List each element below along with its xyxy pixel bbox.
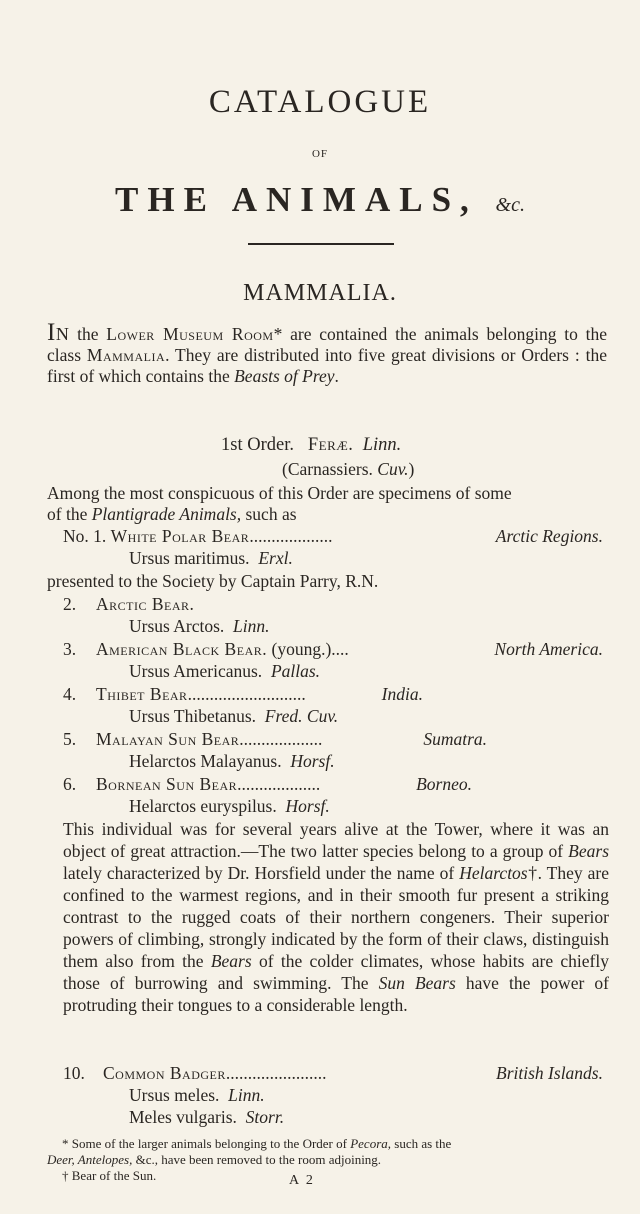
latin-name: Helarctos euryspilus. — [129, 796, 277, 816]
entry-latin-name — [129, 706, 338, 727]
order-authority: Linn. — [362, 435, 402, 455]
sun-bears-term: Sun Bears — [378, 973, 456, 993]
entry-number: 10. — [63, 1063, 85, 1083]
intro-text: . — [334, 366, 339, 386]
pecora-term: Pecora, — [350, 1136, 392, 1151]
entry-dots: ................... — [249, 526, 333, 546]
description-text: This individual was for several years alive at the Tower, where it was an object of great attraction.—The two latter species belong to a group of — [63, 819, 609, 861]
drop-cap: In — [47, 319, 70, 346]
order-french-name — [282, 459, 414, 480]
entry-number: 2. — [63, 594, 77, 614]
catalogue-entry — [63, 1063, 603, 1084]
catalogue-entry — [63, 684, 603, 705]
page-heading-catalogue: CATALOGUE — [208, 84, 432, 120]
entry-latin-name — [129, 796, 330, 817]
french-authority: Cuv. — [377, 459, 409, 479]
order-heading — [221, 435, 401, 456]
catalogue-entry — [63, 526, 603, 547]
entry-number: 3. — [63, 639, 77, 659]
footnote-text: * Some of the larger animals belonging to the Order of — [62, 1136, 351, 1151]
entry-name: White Polar Bear — [110, 526, 250, 546]
entry-locality: India. — [381, 684, 423, 704]
entry-name: Malayan Sun Bear — [96, 729, 240, 749]
latin-name: Helarctos Malayanus. — [129, 751, 282, 771]
description-text: of the colder climates, whose habits are chiefly those of burrowing and swimming. The — [63, 951, 609, 993]
description-text: . They are confined to the warmest regions, and in their smooth fur present a striking contrast to the rugged coats of their northern congeners. Their superior powers of climbing, strongly indicated by the form of their claws, distinguish them also from the — [63, 863, 609, 971]
footnote-star-continued — [47, 1152, 381, 1168]
catalogue-entry — [63, 594, 603, 615]
entry-latin-name — [129, 616, 270, 637]
entry-name: Bornean Sun Bear — [96, 774, 238, 794]
intro-paragraph — [47, 319, 608, 387]
entry-locality: Sumatra. — [423, 729, 487, 749]
page-heading-animals — [0, 180, 640, 220]
footnote-star — [62, 1136, 451, 1152]
entry-dots: ....................... — [225, 1063, 327, 1083]
signature-mark: A 2 — [289, 1173, 315, 1188]
entry-locality: North America. — [494, 639, 603, 659]
entry-dots: .... — [331, 639, 349, 659]
latin-authority: Erxl. — [258, 548, 293, 568]
description-paragraph — [63, 818, 609, 1016]
entry-name: Arctic Bear. — [96, 594, 195, 614]
bears-term: Bears — [568, 841, 609, 861]
entry-latin-name — [129, 1085, 265, 1106]
entry-latin-name — [129, 1107, 284, 1128]
etc-mark: &c. — [495, 194, 525, 216]
order-label: 1st Order. — [221, 435, 294, 455]
entry-dots: ................... — [237, 774, 321, 794]
bears-term: Bears — [210, 951, 252, 971]
footnote-text: &c., have been removed to the room adjoining. — [132, 1152, 382, 1167]
order-intro-text: such as — [241, 504, 297, 524]
entry-latin-name — [129, 751, 335, 772]
french-name: (Carnassiers. — [282, 459, 373, 479]
latin-authority: Horsf. — [285, 796, 330, 816]
french-close: ) — [408, 459, 415, 479]
latin-name: Ursus maritimus. — [129, 548, 250, 568]
order-intro-text: of the — [47, 504, 92, 524]
entry-name: Common Badger — [103, 1063, 226, 1083]
latin-authority: Pallas. — [270, 661, 321, 681]
entry-dots: ................... — [239, 729, 323, 749]
entry-locality: Borneo. — [416, 774, 472, 794]
beasts-of-prey: Beasts of Prey — [234, 366, 335, 386]
order-name: Feræ. — [307, 435, 354, 455]
entry-name: Thibet Bear — [96, 684, 188, 704]
footnote-star-ref: * — [273, 324, 283, 344]
museum-room-name: Lower Museum Room — [106, 324, 274, 344]
entry-locality: British Islands. — [496, 1063, 603, 1083]
description-text: lately characterized by Dr. Horsfield under the name of — [63, 863, 460, 883]
latin-name: Ursus Arctos. — [129, 616, 225, 636]
intro-text: are contained the animals belonging to the class — [47, 324, 608, 365]
order-intro-line: Among the most conspicuous of this Order are specimens of some — [47, 483, 512, 503]
entry-name: American Black Bear. — [96, 639, 268, 659]
catalogue-entry — [63, 774, 603, 795]
catalogue-entry — [63, 729, 603, 750]
latin-name: Ursus Thibetanus. — [129, 706, 257, 726]
intro-text: the — [69, 324, 107, 344]
entry-dots: ........................... — [187, 684, 306, 704]
entry-latin-name — [129, 548, 293, 569]
latin-authority: Horsf. — [290, 751, 335, 771]
presented-note: presented to the Society by Captain Parry, R.N. — [47, 571, 379, 591]
catalogue-entry — [63, 639, 603, 660]
latin-authority: Storr. — [245, 1107, 285, 1127]
latin-authority: Linn. — [233, 616, 270, 636]
plantigrade-animals: Plantigrade Animals, — [91, 504, 242, 524]
entry-number: 5. — [63, 729, 77, 749]
helarctos-term: Helarctos — [459, 863, 528, 883]
section-title: MAMMALIA. — [243, 280, 397, 306]
entry-extra: (young.) — [267, 639, 332, 659]
latin-authority: Fred. Cuv. — [264, 706, 339, 726]
latin-authority: Linn. — [228, 1085, 265, 1105]
entry-number: No. 1. — [63, 526, 107, 546]
page-heading-of: OF — [311, 148, 329, 160]
latin-name: Ursus meles. — [129, 1085, 220, 1105]
deer-antelopes-term: Deer, Antelopes, — [47, 1152, 133, 1167]
latin-name: Meles vulgaris. — [129, 1107, 237, 1127]
entry-number: 6. — [63, 774, 77, 794]
animals-title: THE ANIMALS, — [115, 180, 478, 219]
order-intro-line — [47, 504, 297, 525]
latin-name: Ursus Americanus. — [129, 661, 263, 681]
footnote-text: such as the — [391, 1136, 452, 1151]
entry-locality: Arctic Regions. — [495, 526, 603, 546]
footnote-dagger-ref: † — [527, 863, 538, 883]
entry-latin-name — [129, 661, 320, 682]
description-text: have the power of protruding their tongues to a considerable length. — [63, 973, 609, 1015]
class-name: Mammalia — [86, 345, 166, 365]
entry-number: 4. — [63, 684, 77, 704]
intro-text: . They are distributed into five great divisions or Orders : the first of which contains the — [47, 345, 607, 386]
heading-rule — [248, 243, 394, 245]
footnote-dagger: † Bear of the Sun. — [62, 1168, 157, 1183]
